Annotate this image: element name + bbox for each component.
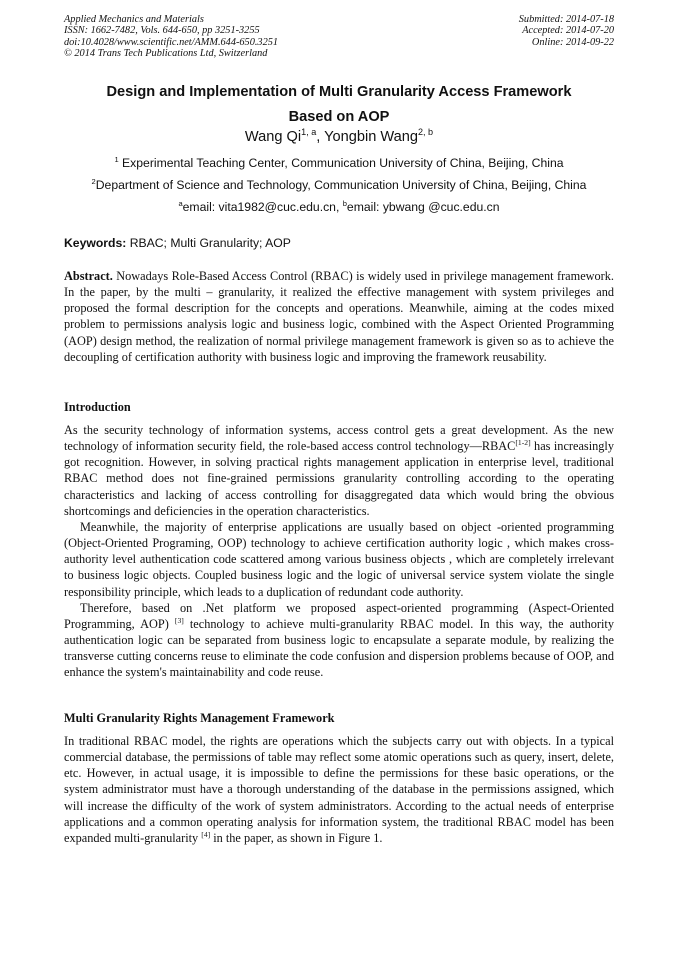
intro-paragraph-3 <box>64 600 614 681</box>
email-a-mark: a <box>178 198 183 208</box>
citation-3: [3] <box>174 615 184 625</box>
intro-paragraph-1 <box>64 422 614 519</box>
submitted-date: Submitted: 2014-07-18 <box>518 14 614 25</box>
section-2-body <box>64 733 614 846</box>
email-a: email: vita1982@cuc.edu.cn, <box>182 200 343 214</box>
author-1-affil: 1, a <box>301 127 317 138</box>
submission-dates <box>519 14 614 48</box>
section-2-text-b: in the paper, as shown in Figure 1. <box>210 830 383 845</box>
section-2-paragraph-1 <box>64 733 614 846</box>
affiliation-1-text: Experimental Teaching Center, Communication University of China, Beijing, China <box>118 156 564 170</box>
online-date: Online: 2014-09-22 <box>531 36 614 48</box>
abstract <box>64 268 614 365</box>
intro-p3-text-b: technology to achieve multi-granularity RBAC model. In this way, the authority authentication logic can be separated from business logic to encapsulate a separate module, by realizing the transverse cutting concerns reuse to eliminate the code confusion and dispersion problems because of OOP, and enhance the system's maintainability and code reuse. <box>64 616 615 680</box>
keywords-label: Keywords: <box>64 236 127 250</box>
affiliation-2-mark: 2 <box>91 176 96 186</box>
keywords <box>64 235 291 251</box>
title-line-2: Based on AOP <box>288 109 390 125</box>
affiliation-2 <box>64 177 614 193</box>
intro-p1-text-b: has increasingly got recognition. However, in solving practical rights management application in enterprise level, traditional RBAC method does not fine-grained permissions granularity controlling according to the operating characteristics and lacking of access controlling for disaggregated data which would bring the obvious shortcomings and deficiencies in the operation characteristics. <box>64 439 614 518</box>
journal-info <box>64 14 278 60</box>
author-separator: , <box>316 129 325 145</box>
abstract-text: Nowadays Role-Based Access Control (RBAC) is widely used in privilege management framework. In the paper, by the multi – granularity, it realized the effective management with system privileges and proposed the formal description for the concepts and operations. Meanwhile, aiming at the codes mixed problem to permissions analysis logic and business logic, combined with the Aspect Oriented Programming (AOP) design method, the realization of normal privilege management framework is given so as to achieve the decoupling of certification authority with business logic and improving the framework reusability. <box>64 269 614 364</box>
author-list <box>64 127 614 147</box>
section-heading-multi-granularity: Multi Granularity Rights Management Framework <box>64 711 335 725</box>
affiliation-2-text: Department of Science and Technology, Communication University of China, Beijing, China <box>95 178 587 192</box>
abstract-label: Abstract. <box>64 269 113 283</box>
accepted-date: Accepted: 2014-07-20 <box>522 25 614 37</box>
author-2-affil: 2, b <box>417 127 434 138</box>
author-2: Yongbin Wang <box>324 129 418 145</box>
author-1: Wang Qi <box>244 129 302 145</box>
journal-name: Applied Mechanics and Materials <box>64 14 204 25</box>
journal-doi: doi:10.4028/www.scientific.net/AMM.644-650.3251 <box>64 36 279 48</box>
affiliation-1-mark: 1 <box>114 154 119 164</box>
email-b-mark: b <box>342 198 347 208</box>
citation-1-2: [1-2] <box>515 438 531 448</box>
paper-title <box>64 80 614 130</box>
author-emails <box>64 199 614 215</box>
intro-p3-text-a: Therefore, based on .Net platform we proposed aspect-oriented programming (Aspect-Oriented Programming, AOP) <box>64 600 614 631</box>
journal-issn: ISSN: 1662-7482, Vols. 644-650, pp 3251-3255 <box>64 25 260 37</box>
citation-4: [4] <box>201 829 211 839</box>
introduction-heading: Introduction <box>64 400 131 414</box>
intro-paragraph-2: Meanwhile, the majority of enterprise applications are usually based on object -oriented programming (Object-Oriented Programing, OOP) technology to achieve certification authority logic , which makes cross- authority level authentication code scattered among various business objects , which are completely irrelevant to business logic objects. Coupled business logic and the logic of universal service system violate the single responsibility principle, which leads to a duplication of redundant code authority. <box>64 519 614 599</box>
introduction-body <box>64 422 614 681</box>
title-line-1: Design and Implementation of Multi Granularity Access Framework <box>106 84 572 100</box>
intro-p1-text-a: As the security technology of information systems, access control gets a great development. As the new technology of information security field, the role-based access control technology—RBAC <box>64 423 614 454</box>
affiliation-1 <box>64 155 614 171</box>
keywords-text: RBAC; Multi Granularity; AOP <box>126 236 291 250</box>
journal-copyright: © 2014 Trans Tech Publications Ltd, Switzerland <box>64 48 268 60</box>
section-2-text-a: In traditional RBAC model, the rights are operations which the subjects carry out with objects. In a typical commercial database, the permissions of table may reflect some atomic operations such as query, insert, delete, etc. However, in actual usage, it is impossible to define the permissions for these basic operations, or the system administrator must have a thorough understanding of the database in the permissions assigned, which will increase the difficulty of the work of system administrators. According to the actual needs of enterprise applications and a common operating analysis for information system, the traditional RBAC model has been expanded multi-granularity <box>64 734 614 845</box>
email-b: email: ybwang @cuc.edu.cn <box>346 200 500 214</box>
